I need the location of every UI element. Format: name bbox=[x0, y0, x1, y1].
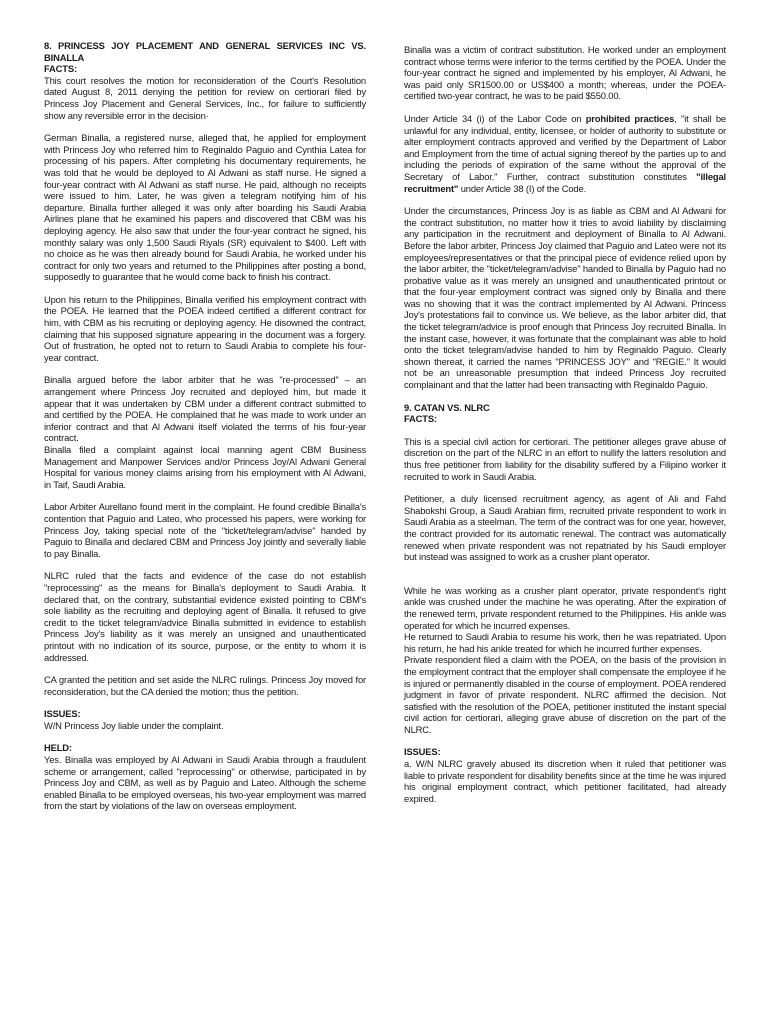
paragraph: Binalla argued before the labor arbiter that he was "re-processed" – an arrangement where Princess Joy recruited and deployed him, but made it appear that it was undertaken by CBM under a different contract submitted to and certified by the POEA. He complained that he was made to work under an inferior contract and that Al Adwani itself violated the terms of his four-year contract. bbox=[44, 374, 366, 444]
paragraph: Under the circumstances, Princess Joy is as liable as CBM and Al Adwani for the contract substitution, no matter how it tries to avoid liability by disclaiming any participation in the recruitment and deployment of Binalla to Al Adwani. Before the labor arbiter, Princess Joy claimed that Paguio and Lateo were not its employees/representatives or that the principal piece of evidence relied upon by the labor arbiter, the "ticket/telegram/advise" handed to Binalla by Paguio had no probative value as it was merely an unsigned and unauthenticated printout or that the four-year employment contract was signed only by Binalla and there was no showing that it was the contract implemented by Al Adwani. Princess Joy's protestations fail to convince us. We believe, as the labor arbiter did, that the ticket telegram/advice is proof enough that Princess Joy recruited Binalla. In the instant case, however, it was fortunate that the complainant was able to hold onto the ticket telegram/advise handed to him by Reginaldo Paguio. Clearly shown thereat, it carried the names "PRINCESS JOY" and "REGIE." It would not be an unreasonable presumption that indeed Princess Joy recruited complainant and that the latter had been transacting with Reginaldo Paguio. bbox=[404, 205, 726, 391]
paragraph: Labor Arbiter Aurellano found merit in the complaint. He found credible Binalla's contention that Paguio and Lateo, who processed his papers, were working for Princess Joy, taking special note of the "ticket/telegram/advise" handed by Paguio to Binalla and declared CBM and Princess Joy jointly and severally liable to pay Binalla. bbox=[44, 501, 366, 559]
text-run: under Article 38 (I) of the Code. bbox=[458, 182, 587, 194]
case-heading: 9. CATAN VS. NLRC bbox=[404, 401, 490, 413]
paragraph: CA granted the petition and set aside the NLRC rulings. Princess Joy moved for reconsideration, but the CA denied the motion; thus the petition. bbox=[44, 674, 366, 697]
bold-term: "illegal recruitment" bbox=[404, 170, 726, 194]
paragraph: Upon his return to the Philippines, Binalla verified his employment contract with the POEA. He learned that the POEA indeed certified a different contract for him, with CBM as his recruiting or deploying agency. He disowned the contract, claiming that his supposed signature appearing in the document was a forgery. Out of frustration, he opted not to return to Saudi Arabia to complete his four-year contract. bbox=[44, 293, 366, 363]
paragraph bbox=[404, 113, 726, 194]
paragraph: Private respondent filed a claim with the POEA, on the basis of the provision in the employment contract that the employer shall compensate the employee if he is injured or permanently disabled in the course of employment. POEA rendered judgment in favor of private respondent. NLRC affirmed the decision. Not satisfied with the resolution of the POEA, petitioner instituted the instant special civil action for certiorari, alleging grave abuse of discretion on the part of the NLRC. bbox=[404, 654, 726, 735]
paragraph: This is a special civil action for certiorari. The petitioner alleges grave abuse of discretion on the part of the NLRC in an effort to nullify the latters resolution and thus free petitioner from liability for the disability suffered by a Filipino worker it recruited to work in Saudi Arabia. bbox=[404, 435, 726, 482]
facts-label: FACTS: bbox=[44, 63, 77, 75]
paragraph: He returned to Saudi Arabia to resume his work, then he was repatriated. Upon his return, he had his ankle treated for which he incurred further expenses. bbox=[404, 631, 726, 654]
paragraph: While he was working as a crusher plant operator, private respondent's right ankle was crushed under the machine he was operating. After the expiration of the renewed term, private respondent returned to the Philippines. His ankle was operated for which he incurred expenses. bbox=[404, 584, 726, 631]
facts-label: FACTS: bbox=[404, 413, 437, 425]
issues-label: ISSUES: bbox=[404, 746, 441, 758]
case-heading: 8. PRINCESS JOY PLACEMENT AND GENERAL SERVICES INC VS. BINALLA bbox=[44, 40, 366, 63]
issue-item: a. W/N NLRC gravely abused its discretion when it ruled that petitioner was liable to private respondent for disability benefits since at the time he was injured his original employment contract, which petitioner facilitated, had already expired. bbox=[404, 758, 726, 804]
paragraph: NLRC ruled that the facts and evidence of the case do not establish "reprocessing" as the means for Binalla's deployment to Saudi Arabia. It declared that, on the contrary, substantial evidence existed pointing to CBM's sole liability as the recruiting and deploying agent of Binalla. It refused to give credit to the ticket telegram/advice Binalla submitted in evidence to establish Princess Joy's liability as it was merely an unsigned and unauthenticated printout with no indication of its source, purpose, or the entity to whom it is addressed. bbox=[44, 570, 366, 663]
held-label: HELD: bbox=[44, 742, 72, 754]
text-run: Under Article 34 (i) of the Labor Code on bbox=[404, 112, 586, 124]
text-run: , "it shall be unlawful for any individual, entity, licensee, or holder of authority to substitute or alter employment contracts approved and verified by the Department of Labor and Employment from the time of actual signing thereof by the parties up to and including the periods of expiration of the same without the approval of the Secretary of Labor." Further, contract substitution constitutes bbox=[404, 112, 726, 182]
issues-label: ISSUES: bbox=[44, 708, 81, 720]
paragraph: Petitioner, a duly licensed recruitment agency, as agent of Ali and Fahd Shabokshi Group, a Saudi Arabian firm, recruited private respondent to work in Saudi Arabia as a steelman. The term of the contract was for one year, however, the contract provided for its automatic renewal. The contract was automatically renewed when private respondent was not repatriated by his Saudi employer but instead was assigned to work as a crusher plant operator. bbox=[404, 493, 726, 563]
paragraph: Yes. Binalla was employed by Al Adwani in Saudi Arabia through a fraudulent scheme or arrangement, called "reprocessing" or otherwise, participated in by Princess Joy and CBM, as well as by Paguio and Lateo. Although the scheme enabled Binalla to be employed overseas, his two-year employment was marred from the start by violations of the law on overseas employment. bbox=[44, 754, 366, 812]
paragraph: Binalla filed a complaint against local manning agent CBM Business Management and Manpower Services and/or Princess Joy/Al Adwani General Hospital for various money claims arising from his employment with Al Adwani, in Taif, Saudi Arabia. bbox=[44, 444, 366, 490]
issue-item: W/N Princess Joy liable under the complaint. bbox=[44, 719, 224, 731]
paragraph: German Binalla, a registered nurse, alleged that, he applied for employment with Princess Joy who referred him to Reginaldo Paguio and Cynthia Latea for processing of his papers. After completing his documentary requirements, he was told that he would be deployed to Al Adwani as staff nurse. He signed a four-year contract with Al Adwani as staff nurse. He paid, although no receipts were issued to him. Later, he was given a telegram notifying him of his departure. Binalla further alleged it was only after boarding his Saudi Arabia Airlines plane that he examined his papers and discovered that CBM was his deploying agency. He also saw that under the four-year contract he signed, his monthly salary was only 1,500 Saudi Riyals (SR) equivalent to $400. Left with no choice as he was then already bound for Saudi Arabia, he worked under his contract for only two years and returned to the Philippines after posting a bond, supposedly to guarantee that he would come back to finish his contract. bbox=[44, 132, 366, 283]
right-column bbox=[404, 44, 726, 804]
paragraph: This court resolves the motion for reconsideration of the Court's Resolution dated August 8, 2011 denying the petition for review on certiorari filed by Princess Joy Placement and General Services, Inc., for failure to sufficiently show any reversible error in the decision· bbox=[44, 74, 366, 121]
bold-term: prohibited practices bbox=[585, 112, 675, 124]
left-column bbox=[44, 40, 366, 812]
paragraph: Binalla was a victim of contract substitution. He worked under an employment contract whose terms were inferior to the terms certified by the POEA. Under the four-year contract he signed and implemented by his employer, Al Adwani, he was paid only SR1500.00 or US$400 a month; whereas, under the POEA-certified two-year contract, he was to be paid $550.00. bbox=[404, 44, 726, 102]
